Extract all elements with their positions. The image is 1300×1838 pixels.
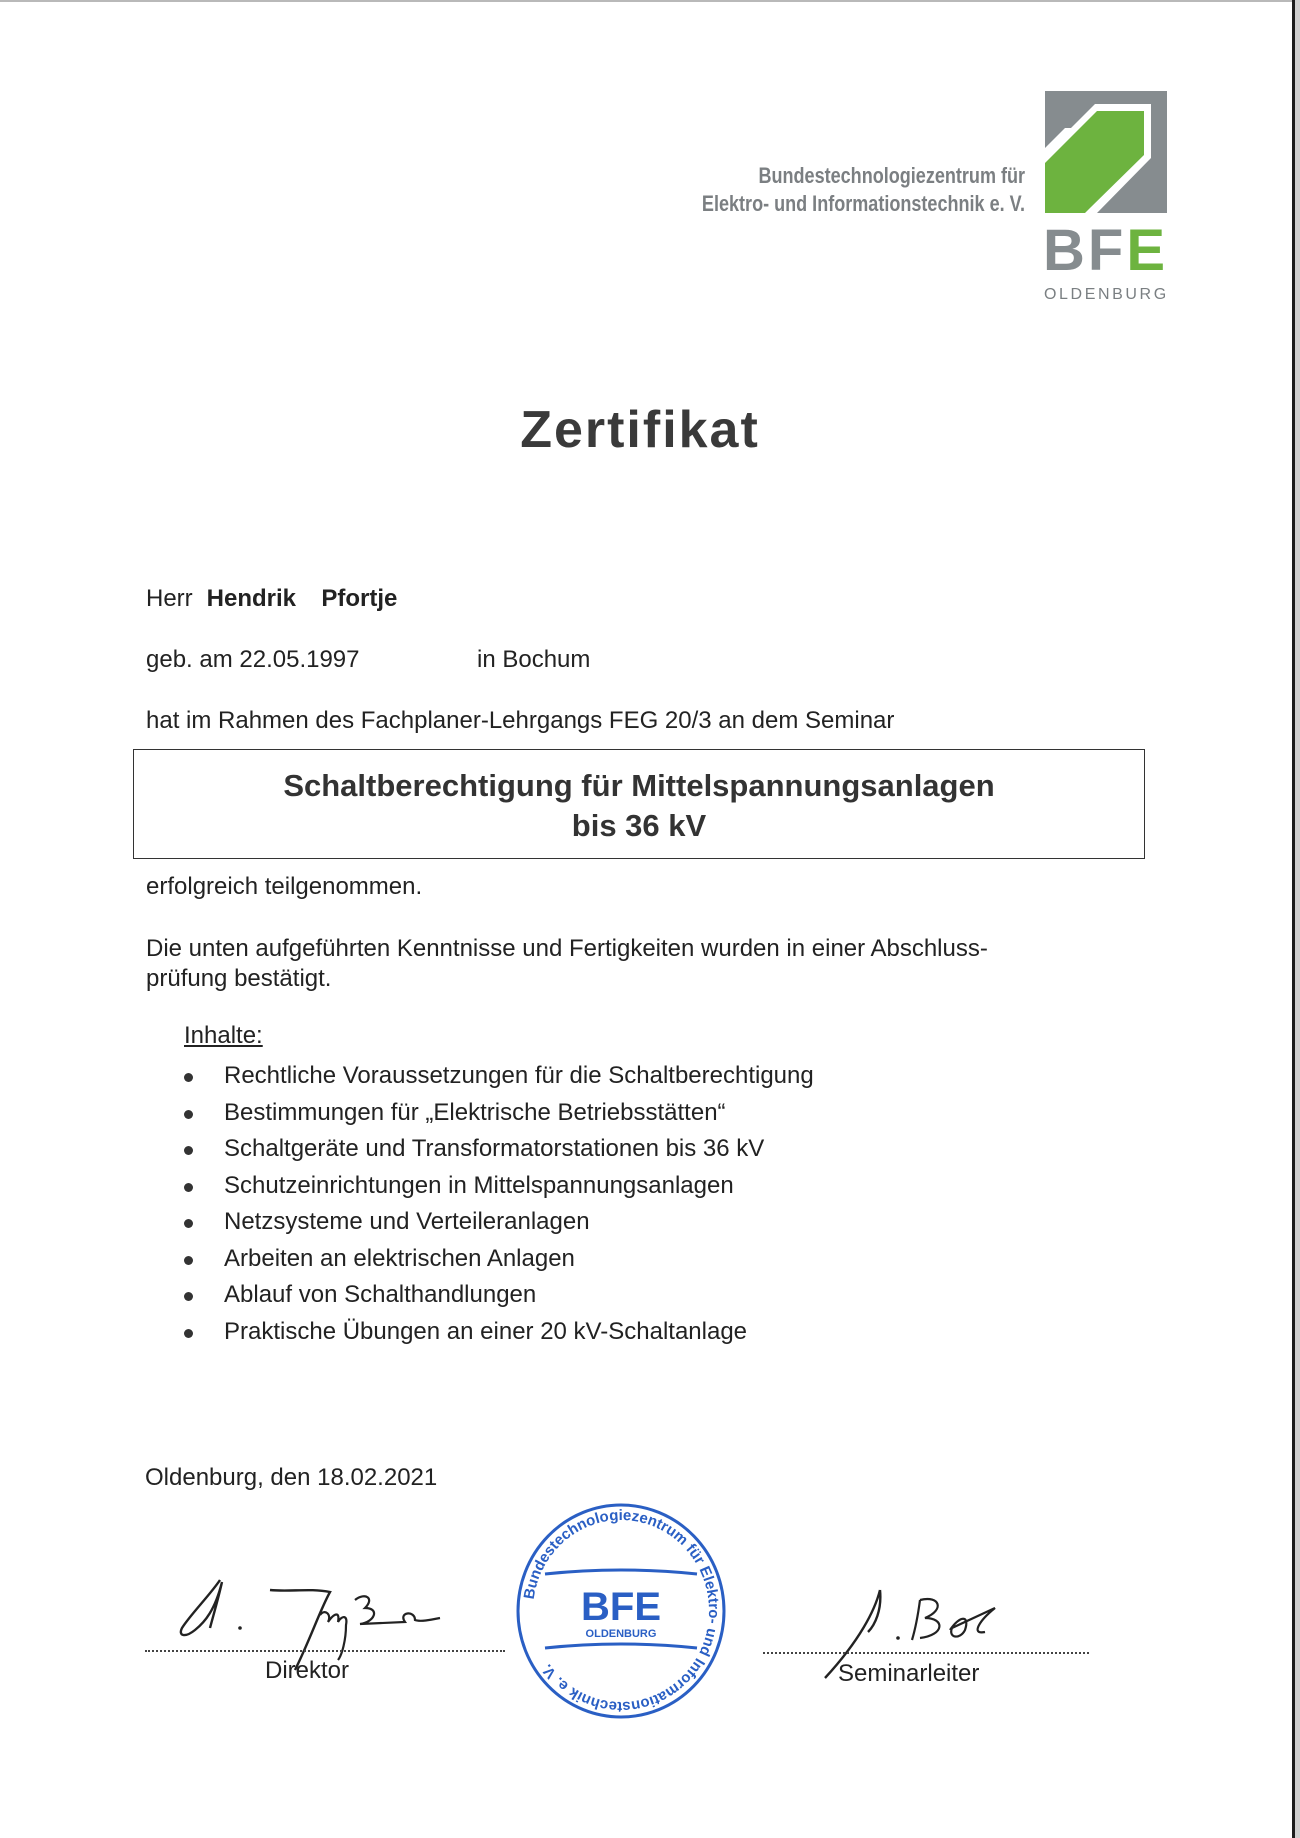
seminar-subtitle: bis 36 kV [571,808,707,843]
bfe-logo-icon [1045,91,1167,213]
logo-city: OLDENBURG [1044,286,1169,303]
organisation-name-line2: Elektro- und Informationstechnik e. V. [701,191,1025,216]
list-item [180,1131,814,1168]
list-item-text: Schaltgeräte und Transformatorstationen bis 36 kV [224,1135,765,1162]
signature-line-director [145,1650,505,1652]
list-item [180,1168,814,1205]
organisation-name-line1: Bundestechnologiezentrum für [758,163,1025,188]
exam-note-line1: Die unten aufgeführten Kenntnisse und Fertigkeiten wurden in einer Abschluss- [146,935,988,962]
stamp-city: OLDENBURG [585,1628,657,1640]
list-item [180,1314,814,1351]
list-item-text: Bestimmungen für „Elektrische Betriebsstätten“ [224,1098,726,1126]
bullet-icon [184,1183,193,1192]
birth-place: in Bochum [477,646,591,673]
list-item-text: Netzsysteme und Verteileranlagen [224,1208,590,1235]
bullet-icon [184,1292,193,1301]
seminar-box [133,749,1145,859]
certificate-title: Zertifikat [520,401,760,459]
birth-date: geb. am 22.05.1997 [146,646,360,673]
bullet-icon [184,1219,193,1228]
stamp-ring-text: Bundestechnologiezentrum für Elektro- und Informationstechnik e. V. [520,1506,723,1716]
list-item [180,1277,814,1314]
seminar-title: Schaltberechtigung für Mittelspannungsanlagen [283,768,995,803]
list-item-text: Praktische Übungen an einer 20 kV-Schaltanlage [224,1317,748,1345]
logo-letter-b: B [1043,218,1088,283]
stamp-abbr: BFE [581,1585,661,1629]
signature-role-director: Direktor [265,1657,350,1684]
exam-note [146,934,1106,994]
logo-abbreviation [1043,218,1169,283]
organisation-name [702,162,1025,218]
course-intro: hat im Rahmen des Fachplaner-Lehrgangs FEG 20/3 an dem Seminar [146,707,895,734]
list-item-text: Rechtliche Voraussetzungen für die Schaltberechtigung [224,1062,814,1089]
scan-right-strip [1295,0,1300,1838]
birth-line [146,646,746,674]
logo-letter-e: E [1126,218,1169,283]
recipient-line [146,585,397,613]
bullet-icon [184,1110,193,1119]
bullet-icon [184,1146,193,1155]
contents-heading: Inhalte: [184,1022,263,1049]
list-item-text: Arbeiten an elektrischen Anlagen [224,1244,575,1272]
contents-list [180,1058,814,1350]
bullet-icon [184,1073,193,1082]
scan-top-edge [0,0,1292,2]
list-item-text: Ablauf von Schalthandlungen [224,1281,537,1308]
recipient-name: Hendrik Pfortje [206,585,398,612]
salutation: Herr [146,585,193,612]
list-item [180,1204,814,1241]
list-item [180,1095,814,1132]
list-item-text: Schutzeinrichtungen in Mittelspannungsanlagen [224,1171,734,1199]
signature-role-seminar-leader: Seminarleiter [838,1660,980,1687]
place-date: Oldenburg, den 18.02.2021 [145,1464,438,1491]
exam-note-line2: prüfung bestätigt. [146,965,332,992]
list-item [180,1058,814,1095]
bullet-icon [184,1329,193,1338]
bullet-icon [184,1256,193,1265]
bfe-stamp-icon [515,1502,727,1720]
list-item [180,1241,814,1278]
course-result: erfolgreich teilgenommen. [146,873,423,900]
logo-letter-f: F [1087,218,1127,283]
signature-line-seminar-leader [763,1652,1089,1654]
